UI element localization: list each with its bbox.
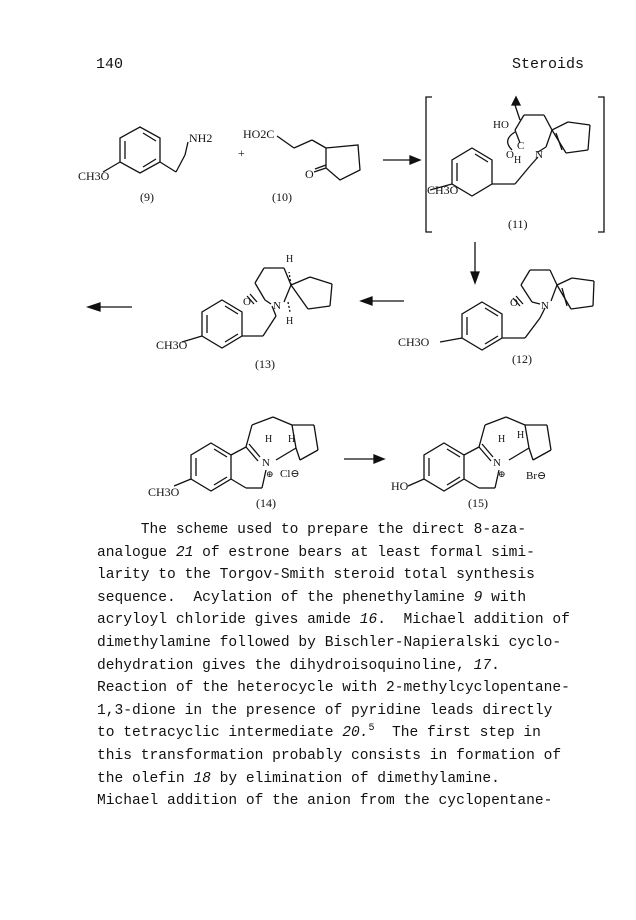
body-line-text: with xyxy=(482,589,527,606)
oxygen-label-12: O xyxy=(510,297,518,309)
body-line-text: acryloyl chloride gives amide xyxy=(97,612,360,629)
page-number: 140 xyxy=(96,56,124,73)
body-line xyxy=(97,542,597,565)
methoxy-label: CH3O xyxy=(78,169,110,183)
nitrogen-charge-14: ⊕ xyxy=(266,469,274,479)
methoxy-label-13: CH3O xyxy=(156,338,188,352)
reaction-arrow-2 xyxy=(471,242,479,283)
nitrogen-label-15: N xyxy=(493,457,501,469)
ketone-o: O xyxy=(305,167,314,181)
oxygen-label-11: O xyxy=(506,149,514,161)
compound-13-structure xyxy=(156,254,332,371)
compound-15-structure xyxy=(391,417,551,510)
nitrogen-label-12: N xyxy=(541,300,549,312)
compound-10-structure xyxy=(243,127,360,204)
hydrogen-top-13: H xyxy=(286,254,294,265)
compound-12-structure xyxy=(398,270,594,366)
compound-14-structure xyxy=(148,417,318,510)
body-line-text: the olefin xyxy=(97,770,194,787)
hydroxyl-label-11: HO xyxy=(493,119,509,131)
methoxy-label-12: CH3O xyxy=(398,335,430,349)
hydrogen-left-15: H xyxy=(498,434,506,445)
body-line-text: to tetracyclic intermediate xyxy=(97,725,343,742)
reaction-arrow-1 xyxy=(383,156,420,164)
body-paragraph xyxy=(97,519,597,813)
plus-sign: + xyxy=(238,146,245,160)
methoxy-label-11: CH3O xyxy=(427,183,459,197)
body-line xyxy=(97,609,597,632)
compound-label-13: (13) xyxy=(255,357,275,371)
nitrogen-label-13: N xyxy=(273,300,281,312)
oxygen-label-13: O xyxy=(243,296,251,308)
hydrogen-left-14: H xyxy=(265,434,273,445)
body-line xyxy=(97,655,597,678)
compound-label-15: (15) xyxy=(468,496,488,510)
nitrogen-label-14: N xyxy=(262,457,270,469)
body-line-text: The first step in xyxy=(374,725,541,742)
body-line: The scheme used to prepare the direct 8-aza- xyxy=(97,522,527,538)
chloride-label: Cl⊖ xyxy=(280,468,300,480)
body-line-text: analogue xyxy=(97,544,176,561)
body-line-text: of estrone bears at least formal simi- xyxy=(193,544,535,561)
compound-label-14: (14) xyxy=(256,496,276,510)
body-line xyxy=(97,722,597,745)
compound-label-10: (10) xyxy=(272,190,292,204)
compound-ref: 18 xyxy=(193,770,211,787)
compound-11-structure xyxy=(426,97,604,232)
compound-ref: 20. xyxy=(342,725,369,742)
methoxy-label-14: CH3O xyxy=(148,485,180,499)
compound-ref: 21 xyxy=(175,544,194,561)
compound-label-9: (9) xyxy=(140,190,154,204)
body-line-text: . xyxy=(491,657,500,674)
body-line xyxy=(97,587,597,610)
hydrogen-right-15: H xyxy=(517,430,525,441)
body-line: dimethylamine followed by Bischler-Napieralski cyclo- xyxy=(97,634,562,651)
body-line-text: sequence. Acylation of the phenethylamine xyxy=(97,589,474,606)
nitrogen-label-11: N xyxy=(535,149,543,161)
amine-label: NH2 xyxy=(189,131,213,145)
reaction-arrow-3 xyxy=(361,297,404,305)
hydrogen-bottom-13: H xyxy=(286,316,294,327)
carbon-label-11: C xyxy=(517,140,525,152)
compound-ref: 17 xyxy=(473,657,492,674)
body-line xyxy=(97,768,597,791)
body-line: larity to the Torgov-Smith steroid total synthesis xyxy=(97,567,535,584)
compound-label-12: (12) xyxy=(512,352,532,366)
reaction-arrow-4 xyxy=(88,303,132,311)
compound-9-structure xyxy=(78,127,212,204)
compound-label-11: (11) xyxy=(508,217,528,231)
reaction-arrow-5 xyxy=(344,455,384,463)
body-line: 1,3-dione in the presence of pyridine leads directly xyxy=(97,702,553,719)
hydrogen-label-11: H xyxy=(514,155,522,166)
body-line: Michael addition of the anion from the cyclopentane- xyxy=(97,793,553,810)
body-line: this transformation probably consists in formation of xyxy=(97,747,562,764)
carboxyl-label: HO2C xyxy=(243,127,275,141)
hydroxyl-label-15: HO xyxy=(391,479,409,493)
body-line: Reaction of the heterocycle with 2-methylcyclopentane- xyxy=(97,680,570,697)
bromide-label: Br⊖ xyxy=(526,470,547,482)
body-line-text: dehydration gives the dihydroisoquinoline, xyxy=(97,657,474,674)
running-title: Steroids xyxy=(511,56,584,73)
compound-ref: 16 xyxy=(359,612,378,629)
nitrogen-charge-15: ⊕ xyxy=(498,469,506,479)
compound-ref: 9 xyxy=(473,589,483,606)
hydrogen-right-14: H xyxy=(288,434,296,445)
body-line-text: by elimination of dimethylamine. xyxy=(210,770,500,787)
body-line-text: . Michael addition of xyxy=(377,612,570,629)
citation-superscript: 5 xyxy=(368,723,375,735)
